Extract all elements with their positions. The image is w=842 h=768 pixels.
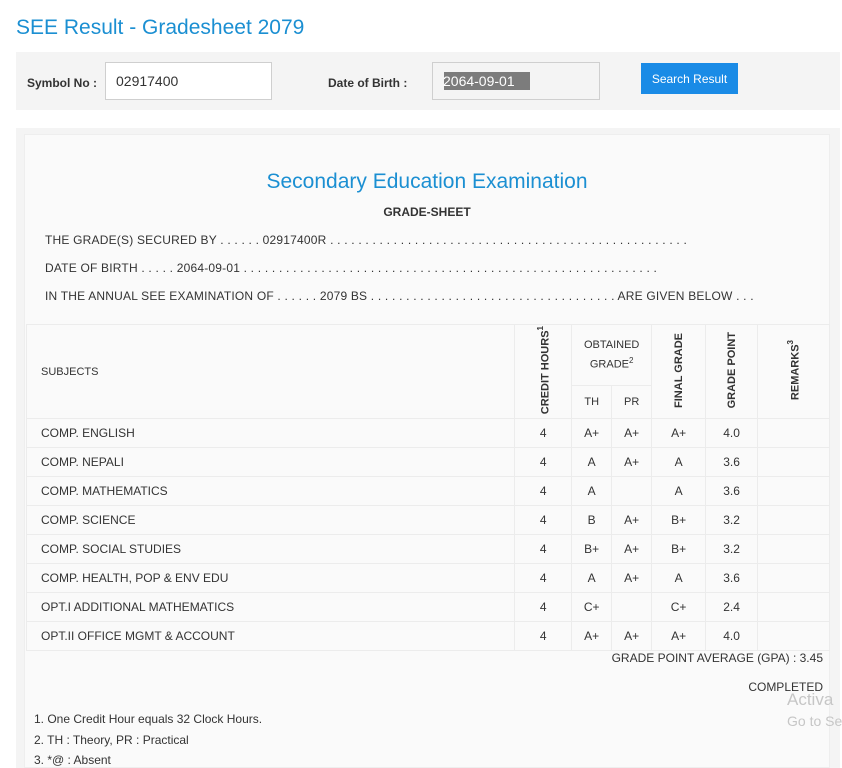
gradesheet-title: GRADE-SHEET bbox=[383, 205, 471, 219]
pr-grade-cell: A+ bbox=[612, 419, 652, 448]
final-grade-cell: B+ bbox=[652, 535, 706, 564]
pr-grade-cell: A+ bbox=[612, 564, 652, 593]
remarks-cell bbox=[758, 506, 830, 535]
header-credit-hours: CREDIT HOURS$^1$ bbox=[515, 325, 572, 419]
final-grade-cell: C+ bbox=[652, 593, 706, 622]
gpa-text: GRADE POINT AVERAGE (GPA) : 3.45 bbox=[611, 651, 823, 665]
credit-cell: 4 bbox=[515, 477, 572, 506]
pr-grade-cell: A+ bbox=[612, 448, 652, 477]
exam-title: Secondary Education Examination bbox=[266, 170, 588, 193]
symbol-label: Symbol No : bbox=[27, 76, 98, 90]
subject-cell: OPT.I ADDITIONAL MATHEMATICS bbox=[27, 593, 515, 622]
grade-row bbox=[27, 448, 830, 477]
dob-field-wrap bbox=[432, 62, 600, 100]
th-grade-cell: A bbox=[572, 448, 612, 477]
final-grade-cell: A+ bbox=[652, 622, 706, 651]
grade-row bbox=[27, 477, 830, 506]
subject-cell: OPT.II OFFICE MGMT & ACCOUNT bbox=[27, 622, 515, 651]
remarks-cell bbox=[758, 419, 830, 448]
grade-point-cell: 3.6 bbox=[706, 448, 758, 477]
grade-point-cell: 3.2 bbox=[706, 535, 758, 564]
subject-cell: COMP. SOCIAL STUDIES bbox=[27, 535, 515, 564]
remarks-cell bbox=[758, 477, 830, 506]
grade-row bbox=[27, 506, 830, 535]
grade-row bbox=[27, 593, 830, 622]
final-grade-cell: A bbox=[652, 564, 706, 593]
grade-point-cell: 3.6 bbox=[706, 477, 758, 506]
exam-year-line: IN THE ANNUAL SEE EXAMINATION OF . . . . . . 2079 BS . . . . . . . . . . . . . . . . . . . . . . . . . . . . . . . . . . . ARE GIVEN BELOW . . . bbox=[45, 289, 754, 303]
header-subjects: SUBJECTS bbox=[27, 325, 515, 419]
activate-watermark: Activa bbox=[787, 690, 834, 709]
footnote-1: 1. One Credit Hour equals 32 Clock Hours. bbox=[34, 712, 263, 726]
grade-point-cell: 2.4 bbox=[706, 593, 758, 622]
th-grade-cell: A bbox=[572, 564, 612, 593]
dob-input[interactable] bbox=[432, 62, 600, 100]
grades-table bbox=[26, 324, 830, 651]
final-grade-cell: A bbox=[652, 448, 706, 477]
grade-point-cell: 4.0 bbox=[706, 622, 758, 651]
remarks-cell bbox=[758, 622, 830, 651]
credit-cell: 4 bbox=[515, 419, 572, 448]
secured-by-line: THE GRADE(S) SECURED BY . . . . . . 02917400R . . . . . . . . . . . . . . . . . . . . . . . . . . . . . . . . . . . . . . . . . . . . . . . . . . . bbox=[45, 233, 688, 247]
pr-grade-cell bbox=[612, 593, 652, 622]
grade-row bbox=[27, 419, 830, 448]
th-grade-cell: A+ bbox=[572, 622, 612, 651]
header-grade-point: GRADE POINT bbox=[706, 325, 758, 419]
credit-cell: 4 bbox=[515, 448, 572, 477]
final-grade-cell: A+ bbox=[652, 419, 706, 448]
result-status: COMPLETED bbox=[748, 680, 823, 694]
subject-cell: COMP. MATHEMATICS bbox=[27, 477, 515, 506]
th-grade-cell: B bbox=[572, 506, 612, 535]
credit-cell: 4 bbox=[515, 622, 572, 651]
th-grade-cell: B+ bbox=[572, 535, 612, 564]
remarks-cell bbox=[758, 593, 830, 622]
subject-cell: COMP. SCIENCE bbox=[27, 506, 515, 535]
th-grade-cell: A bbox=[572, 477, 612, 506]
subject-cell: COMP. ENGLISH bbox=[27, 419, 515, 448]
pr-grade-cell: A+ bbox=[612, 506, 652, 535]
credit-cell: 4 bbox=[515, 506, 572, 535]
th-grade-cell: A+ bbox=[572, 419, 612, 448]
page-title: SEE Result - Gradesheet 2079 bbox=[16, 16, 305, 39]
header-obtained-grade: OBTAINED GRADE$^2$ bbox=[572, 325, 652, 386]
th-grade-cell: C+ bbox=[572, 593, 612, 622]
grade-point-cell: 3.2 bbox=[706, 506, 758, 535]
remarks-cell bbox=[758, 448, 830, 477]
final-grade-cell: A bbox=[652, 477, 706, 506]
grade-row bbox=[27, 622, 830, 651]
subject-cell: COMP. NEPALI bbox=[27, 448, 515, 477]
header-th: TH bbox=[572, 386, 612, 419]
dob-line: DATE OF BIRTH . . . . . 2064-09-01 . . . . . . . . . . . . . . . . . . . . . . . . . . . . . . . . . . . . . . . . . . . . . . . . . . . . . . . . . . . bbox=[45, 261, 658, 275]
header-remarks: REMARKS$^3$ bbox=[758, 325, 830, 419]
pr-grade-cell bbox=[612, 477, 652, 506]
remarks-cell bbox=[758, 535, 830, 564]
grade-point-cell: 3.6 bbox=[706, 564, 758, 593]
dob-label: Date of Birth : bbox=[328, 76, 408, 90]
credit-cell: 4 bbox=[515, 593, 572, 622]
activate-watermark-sub: Go to Se bbox=[787, 713, 842, 729]
search-result-button[interactable]: Search Result bbox=[641, 63, 738, 94]
grade-row bbox=[27, 564, 830, 593]
subject-cell: COMP. HEALTH, POP & ENV EDU bbox=[27, 564, 515, 593]
credit-cell: 4 bbox=[515, 564, 572, 593]
remarks-cell bbox=[758, 564, 830, 593]
pr-grade-cell: A+ bbox=[612, 622, 652, 651]
footnote-2: 2. TH : Theory, PR : Practical bbox=[34, 733, 189, 747]
symbol-input[interactable] bbox=[105, 62, 272, 100]
header-final-grade: FINAL GRADE bbox=[652, 325, 706, 419]
grade-row bbox=[27, 535, 830, 564]
final-grade-cell: B+ bbox=[652, 506, 706, 535]
header-pr: PR bbox=[612, 386, 652, 419]
grade-point-cell: 4.0 bbox=[706, 419, 758, 448]
pr-grade-cell: A+ bbox=[612, 535, 652, 564]
credit-cell: 4 bbox=[515, 535, 572, 564]
footnote-3: 3. *@ : Absent bbox=[34, 753, 111, 767]
